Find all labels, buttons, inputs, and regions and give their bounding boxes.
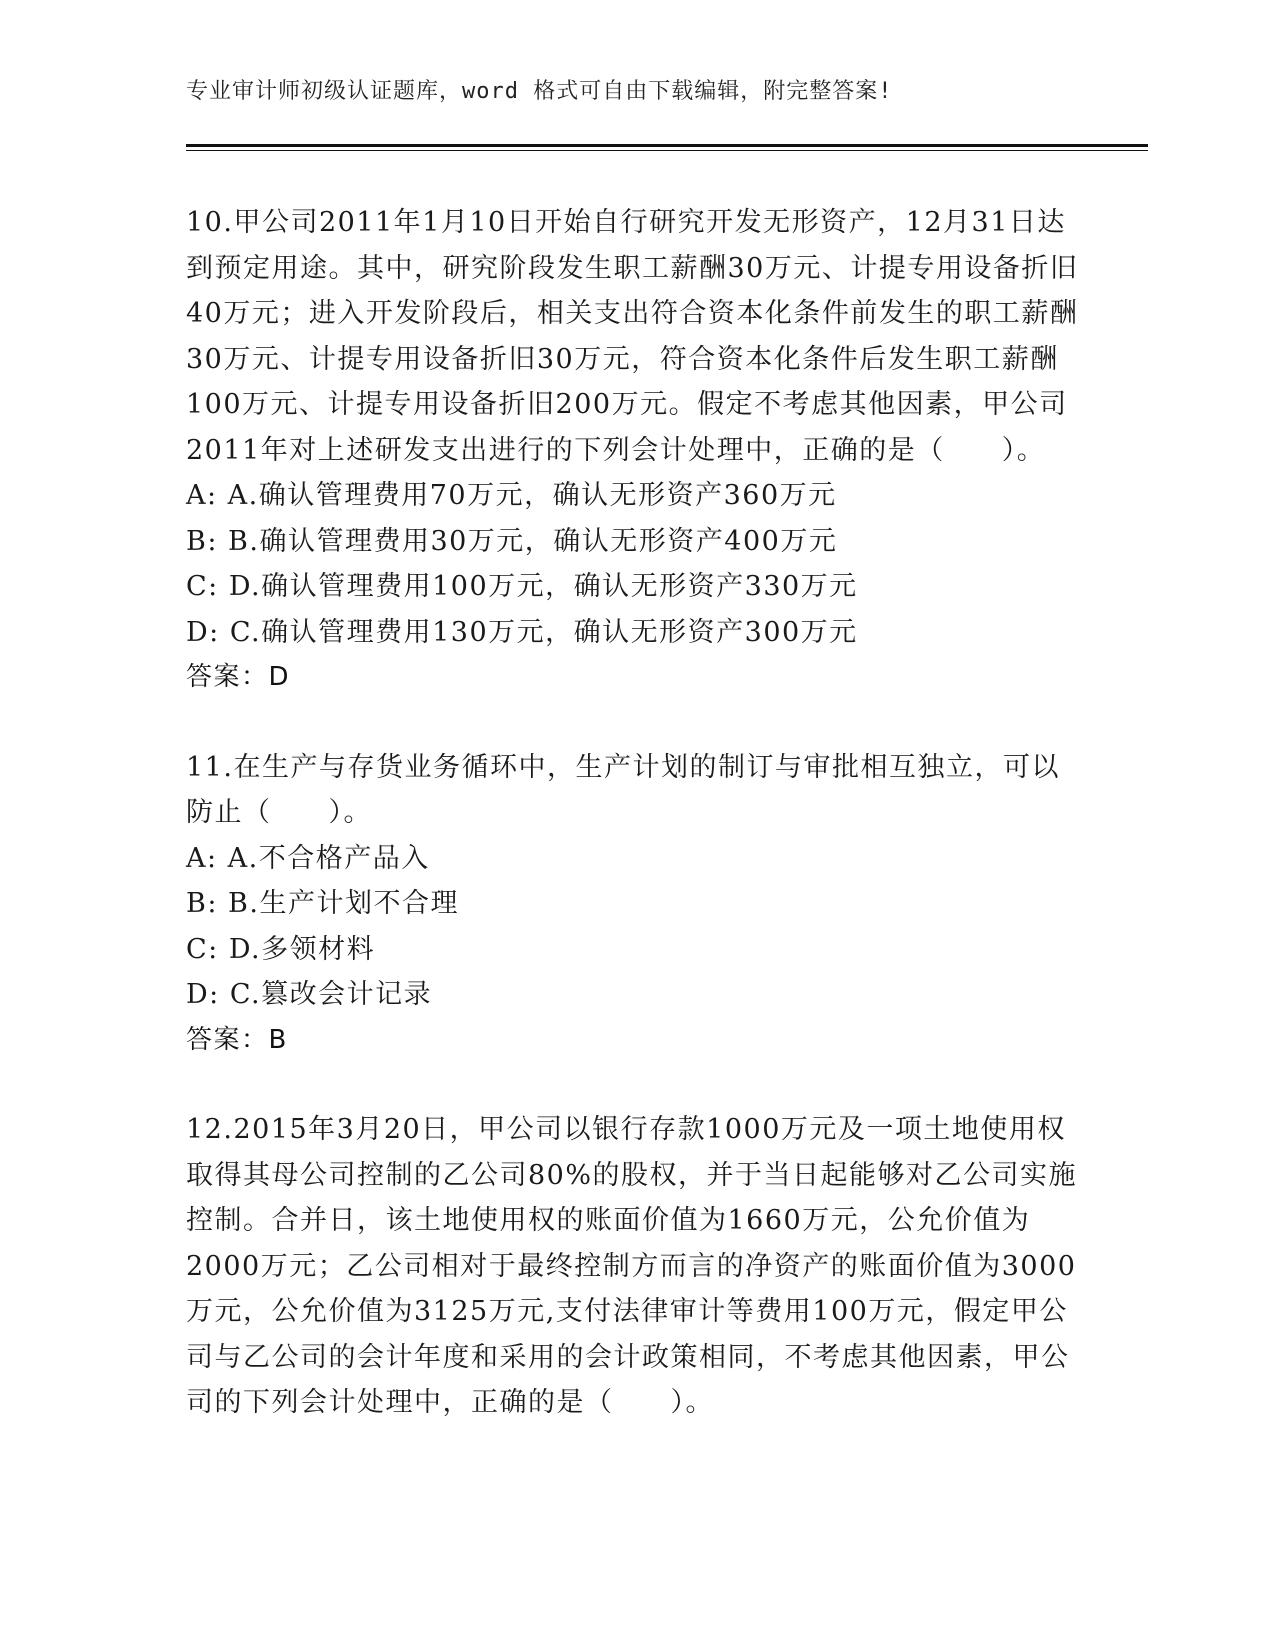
- option-c: C: D.确认管理费用100万元，确认无形资产330万元: [186, 571, 858, 602]
- option-c: C: D.多领材料: [186, 933, 376, 965]
- question-text: 10.甲公司2011年1月10日开始自行研究开发无形资产，12月31日达到预定用途。其中，研究阶段发生职工薪酬30万元、计提专用设备折旧40万元；进入开发阶段后，相关支出符合资本化条件前发生的职工薪酬30万元、计提专用设备折旧30万元，符合资本化条件后发生职工薪酬100万元、计提专用设备折旧200万元。假定不考虑其他因素，甲公司2011年对上述研发支出进行的下列会计处理中，正确的是（ ）。: [186, 207, 1079, 466]
- option-a: A: A.确认管理费用70万元，确认无形资产360万元: [186, 480, 837, 511]
- question-text: 11.在生产与存货业务循环中，生产计划的制订与审批相互独立，可以防止（ ）。: [186, 751, 1060, 828]
- question-list: [186, 200, 1086, 1470]
- question-text: 12.2015年3月20日，甲公司以银行存款1000万元及一项土地使用权取得其母公司控制的乙公司80%的股权，并于当日起能够对乙公司实施控制。合并日，该土地使用权的账面价值为1660万元，公允价值为2000万元；乙公司相对于最终控制方而言的净资产的账面价值为3000万元，公允价值为3125万元,支付法律审计等费用100万元，假定甲公司与乙公司的会计年度和采用的会计政策相同，不考虑其他因素，甲公司的下列会计处理中，正确的是（ ）。: [186, 1114, 1078, 1418]
- answer-label: 答案：D: [186, 662, 291, 692]
- page-header: 专业审计师初级认证题库，word 格式可自由下载编辑，附完整答案!: [186, 79, 893, 104]
- question-11: [186, 745, 1086, 1064]
- question-12: [186, 1107, 1086, 1426]
- question-10: [186, 200, 1086, 701]
- option-a: A: A.不合格产品入: [186, 842, 430, 874]
- option-d: D: C.篡改会计记录: [186, 979, 433, 1010]
- option-d: D: C.确认管理费用130万元，确认无形资产300万元: [186, 616, 858, 648]
- option-b: B: B.确认管理费用30万元，确认无形资产400万元: [186, 525, 838, 557]
- answer-label: 答案：B: [186, 1024, 288, 1055]
- header-divider-thin: [186, 150, 1148, 151]
- header-divider-thick: [186, 144, 1148, 147]
- option-b: B: B.生产计划不合理: [186, 888, 459, 919]
